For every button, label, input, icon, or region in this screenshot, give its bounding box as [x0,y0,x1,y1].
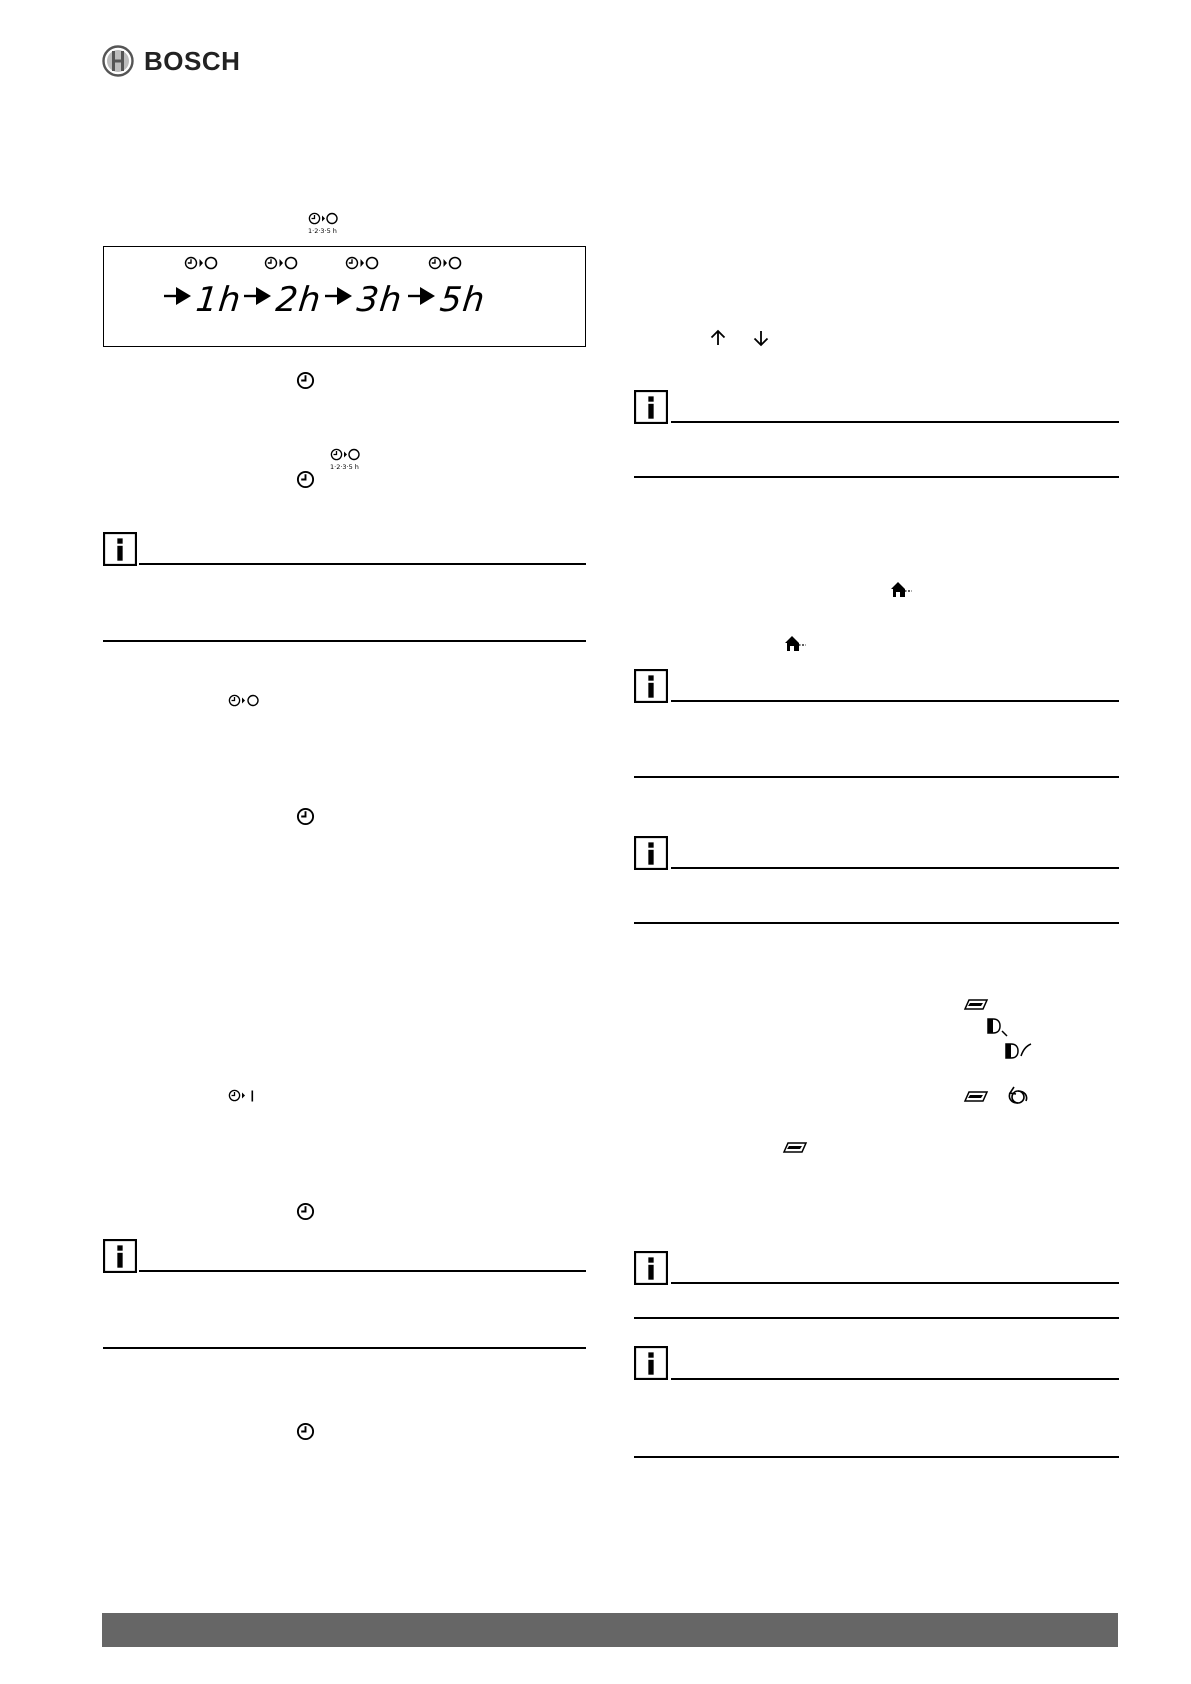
clock-icon [296,807,315,826]
info-box-end-rule [634,1456,1119,1458]
arrow-right-icon [408,285,436,307]
bosch-logo [102,44,242,78]
vane-icon [964,1090,990,1104]
footer-bar [102,1613,1118,1647]
info-box-end-rule [634,922,1119,924]
info-icon [634,390,668,424]
home-away-icon [784,634,808,652]
info-box-end-rule [103,640,586,642]
info-box-end-rule [103,1347,586,1349]
info-icon [634,669,668,703]
lcd-step-label: 3h [354,280,405,320]
info-box-rule [671,421,1119,423]
lcd-panel [103,246,586,347]
info-icon [634,1346,668,1380]
info-box-rule [671,1378,1119,1380]
arrow-up-icon [709,329,727,347]
svg-text:1·2·3·5 h: 1·2·3·5 h [308,227,337,235]
info-box-end-rule [634,1317,1119,1319]
info-box-rule [671,867,1119,869]
lcd-step-1 [174,255,254,335]
clock-icon [296,1202,315,1221]
home-away-icon [890,580,914,598]
clock-icon [296,470,315,489]
brand-name: BOSCH [144,46,241,76]
info-box-rule [671,700,1119,702]
info-box-rule [139,563,586,565]
clock-icon [296,1422,315,1441]
info-icon [103,532,137,566]
arrow-right-icon [325,285,353,307]
arrow-down-icon [752,329,770,347]
timer-off-icon [345,255,385,271]
vane-down-icon [985,1016,1011,1038]
lcd-step-label: 2h [273,280,324,320]
info-box-rule [671,1282,1119,1284]
info-icon [634,1251,668,1285]
info-icon [634,836,668,870]
swing-icon [1006,1085,1030,1109]
lcd-step-label: 1h [193,280,244,320]
info-box-end-rule [634,776,1119,778]
clock-icon [296,371,315,390]
timer-off-icon [264,255,304,271]
info-box-end-rule [634,476,1119,478]
timer-off-icon [228,694,260,708]
lcd-step-4 [418,255,498,335]
arrow-right-icon [244,285,272,307]
bosch-armature-icon [102,45,134,77]
timer-off-icon [184,255,224,271]
lcd-step-label: 5h [437,280,488,320]
vane-icon [783,1141,809,1155]
timer-select-icon [308,212,338,234]
info-icon [103,1239,137,1273]
timer-on-icon [228,1089,260,1103]
timer-select-icon [330,448,360,470]
svg-text:1·2·3·5 h: 1·2·3·5 h [330,463,359,471]
vane-up-icon [1003,1041,1033,1063]
info-box-rule [139,1270,586,1272]
lcd-step-2 [254,255,334,335]
vane-icon [964,998,990,1012]
arrow-right-icon [164,285,192,307]
timer-off-icon [428,255,468,271]
lcd-step-3 [335,255,415,335]
